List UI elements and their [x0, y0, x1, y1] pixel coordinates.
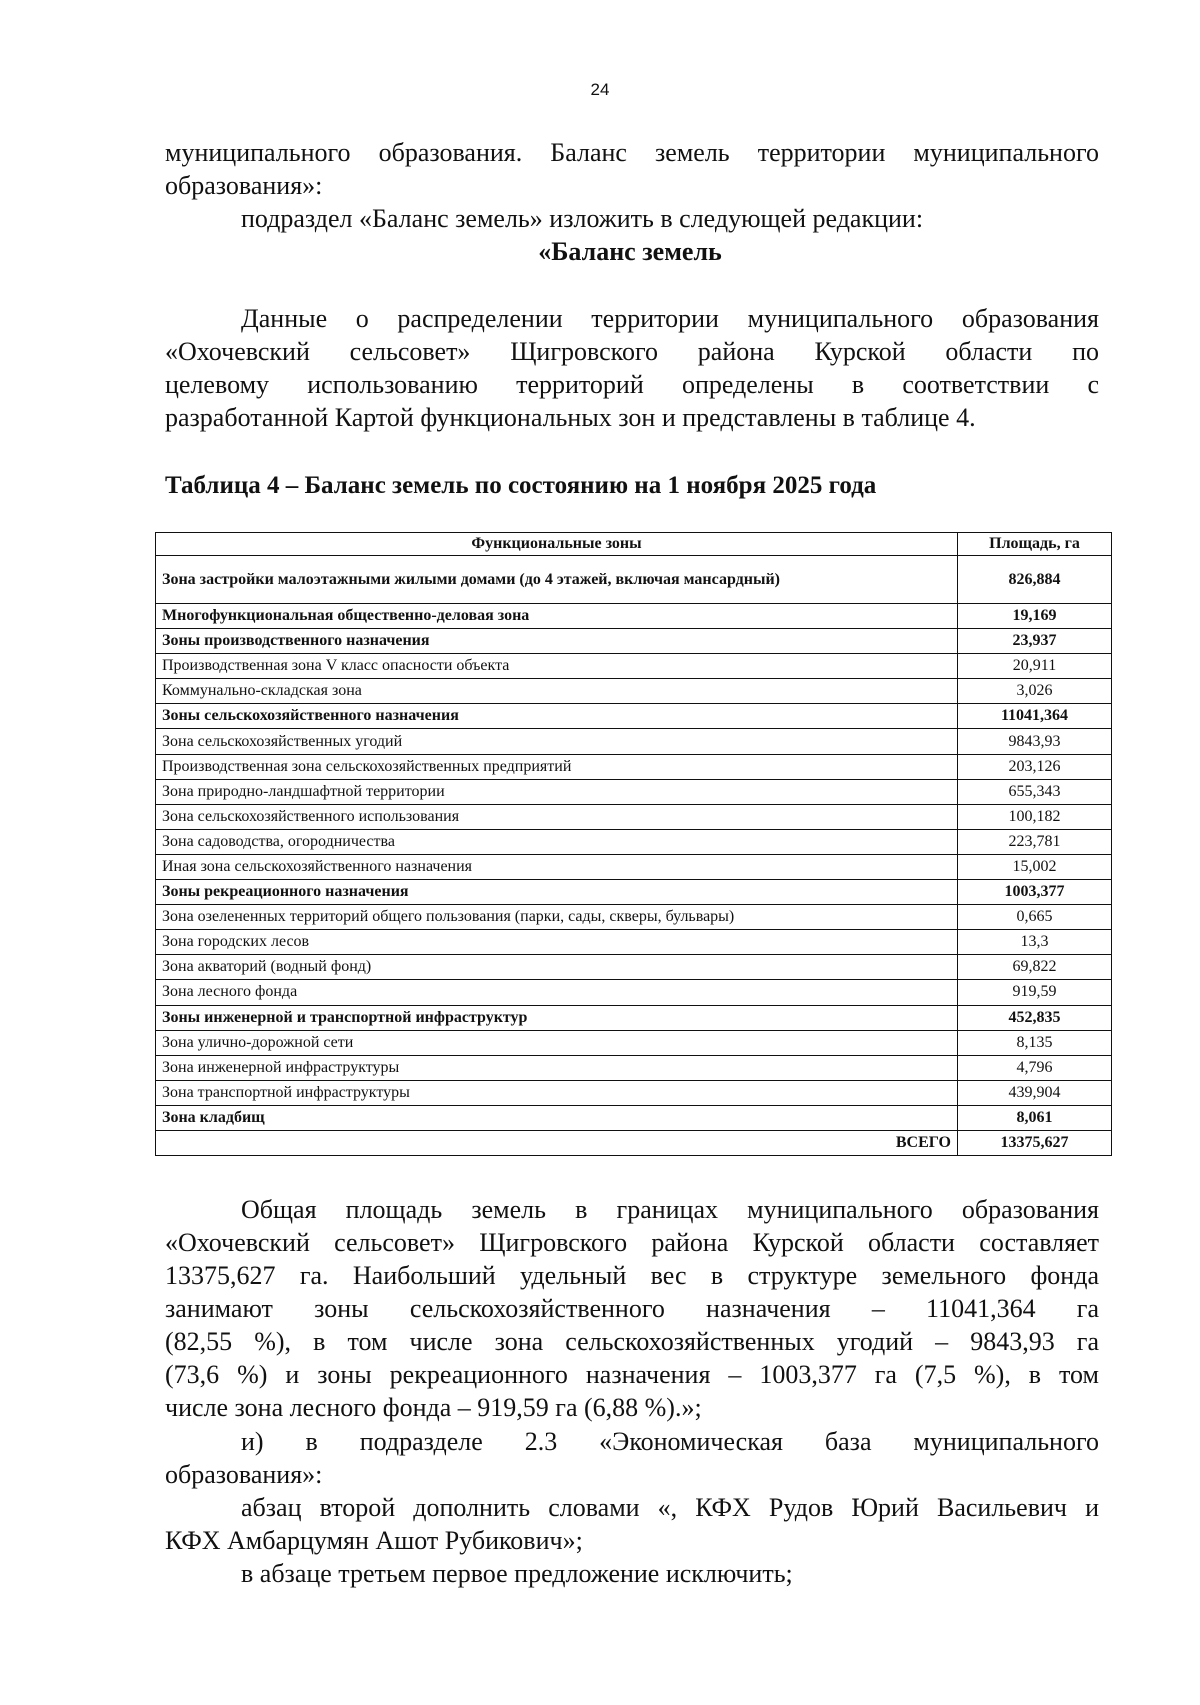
item-i-line-5: в абзаце третьем первое предложение исключить; — [241, 1559, 793, 1588]
description-line-2: «Охочевский сельсовет» Щигровского района Курской области по — [165, 337, 1099, 366]
table-row — [156, 779, 1112, 804]
intro-line-3: подраздел «Баланс земель» изложить в следующей редакции: — [241, 204, 924, 233]
zone-area: 0,665 — [958, 905, 1112, 930]
table-row — [156, 654, 1112, 679]
table-total-row — [156, 1130, 1112, 1155]
intro-line-2: образования»: — [165, 171, 323, 200]
table-row — [156, 1105, 1112, 1130]
zone-area: 919,59 — [958, 980, 1112, 1005]
zone-name: Производственная зона V класс опасности объекта — [156, 654, 958, 679]
table-row — [156, 1005, 1112, 1030]
land-balance-table — [155, 532, 1112, 1156]
zone-name: Зона кладбищ — [156, 1105, 958, 1130]
description-line-3: целевому использованию территорий определены в соответствии с — [165, 370, 1099, 399]
table-row — [156, 1080, 1112, 1105]
zone-name: Зона озелененных территорий общего пользования (парки, сады, скверы, бульвары) — [156, 905, 958, 930]
description-line-4: разработанной Картой функциональных зон и представлены в таблице 4. — [165, 403, 976, 432]
zone-name: Иная зона сельскохозяйственного назначения — [156, 854, 958, 879]
zone-area: 452,835 — [958, 1005, 1112, 1030]
item-i-line-3: абзац второй дополнить словами «, КФХ Рудов Юрий Васильевич и — [241, 1493, 1099, 1522]
summary-line-7: числе зона лесного фонда – 919,59 га (6,88 %).»; — [165, 1393, 702, 1422]
zone-area: 69,822 — [958, 955, 1112, 980]
zone-area: 8,061 — [958, 1105, 1112, 1130]
table-row — [156, 880, 1112, 905]
zone-area: 11041,364 — [958, 704, 1112, 729]
zone-name: Зоны сельскохозяйственного назначения — [156, 704, 958, 729]
table-row — [156, 980, 1112, 1005]
header-area: Площадь, га — [958, 533, 1112, 556]
zone-area: 13,3 — [958, 930, 1112, 955]
item-i-line-1: и) в подразделе 2.3 «Экономическая база муниципального — [241, 1427, 1099, 1456]
table-row — [156, 729, 1112, 754]
description-line-1: Данные о распределении территории муниципального образования — [241, 304, 1099, 333]
zone-area: 655,343 — [958, 779, 1112, 804]
zone-name: Зона улично-дорожной сети — [156, 1030, 958, 1055]
zone-area: 9843,93 — [958, 729, 1112, 754]
zone-name: Зона сельскохозяйственного использования — [156, 804, 958, 829]
zone-area: 100,182 — [958, 804, 1112, 829]
table-row — [156, 679, 1112, 704]
zone-name: Зона акваторий (водный фонд) — [156, 955, 958, 980]
table-row — [156, 754, 1112, 779]
item-i-line-2: образования»: — [165, 1460, 323, 1489]
table-caption: Таблица 4 – Баланс земель по состоянию на 1 ноября 2025 года — [165, 472, 877, 499]
total-label: ВСЕГО — [156, 1130, 958, 1155]
table-row — [156, 604, 1112, 629]
zone-name: Зона инженерной инфраструктуры — [156, 1055, 958, 1080]
summary-line-2: «Охочевский сельсовет» Щигровского района Курской области составляет — [165, 1228, 1099, 1257]
zone-name: Производственная зона сельскохозяйственных предприятий — [156, 754, 958, 779]
table-row — [156, 1055, 1112, 1080]
zone-name: Зона застройки малоэтажными жилыми домами (до 4 этажей, включая мансардный) — [156, 556, 958, 604]
zone-name: Многофункциональная общественно-деловая зона — [156, 604, 958, 629]
summary-line-4: занимают зоны сельскохозяйственного назначения – 11041,364 га — [165, 1294, 1099, 1323]
table-row — [156, 556, 1112, 604]
zone-name: Зона природно-ландшафтной территории — [156, 779, 958, 804]
table-row — [156, 804, 1112, 829]
table-header-row — [156, 533, 1112, 556]
zone-name: Зоны производственного назначения — [156, 629, 958, 654]
table-row — [156, 955, 1112, 980]
zone-area: 19,169 — [958, 604, 1112, 629]
zone-name: Зоны рекреационного назначения — [156, 880, 958, 905]
summary-line-5: (82,55 %), в том числе зона сельскохозяйственных угодий – 9843,93 га — [165, 1327, 1099, 1356]
zone-name: Зона городских лесов — [156, 930, 958, 955]
total-area: 13375,627 — [958, 1130, 1112, 1155]
zone-area: 826,884 — [958, 556, 1112, 604]
zone-area: 439,904 — [958, 1080, 1112, 1105]
zone-area: 3,026 — [958, 679, 1112, 704]
intro-line-1: муниципального образования. Баланс земель территории муниципального — [165, 138, 1099, 167]
zone-name: Зона лесного фонда — [156, 980, 958, 1005]
table-row — [156, 854, 1112, 879]
section-heading: «Баланс земель — [538, 237, 722, 266]
zone-area: 4,796 — [958, 1055, 1112, 1080]
table-row — [156, 905, 1112, 930]
table-row — [156, 704, 1112, 729]
zone-name: Зона садоводства, огородничества — [156, 829, 958, 854]
zone-area: 203,126 — [958, 754, 1112, 779]
item-i-line-4: КФХ Амбарцумян Ашот Рубикович»; — [165, 1526, 583, 1555]
zone-name: Коммунально-складская зона — [156, 679, 958, 704]
header-zones: Функциональные зоны — [156, 533, 958, 556]
zone-area: 1003,377 — [958, 880, 1112, 905]
table-row — [156, 829, 1112, 854]
summary-line-3: 13375,627 га. Наибольший удельный вес в структуре земельного фонда — [165, 1261, 1099, 1290]
table-row — [156, 629, 1112, 654]
summary-line-6: (73,6 %) и зоны рекреационного назначения – 1003,377 га (7,5 %), в том — [165, 1360, 1099, 1389]
zone-name: Зона транспортной инфраструктуры — [156, 1080, 958, 1105]
zone-area: 15,002 — [958, 854, 1112, 879]
table-row — [156, 930, 1112, 955]
zone-area: 20,911 — [958, 654, 1112, 679]
summary-line-1: Общая площадь земель в границах муниципального образования — [241, 1195, 1099, 1224]
page-number: 24 — [590, 80, 610, 99]
zone-area: 223,781 — [958, 829, 1112, 854]
table-row — [156, 1030, 1112, 1055]
zone-name: Зона сельскохозяйственных угодий — [156, 729, 958, 754]
zone-area: 23,937 — [958, 629, 1112, 654]
zone-name: Зоны инженерной и транспортной инфраструктур — [156, 1005, 958, 1030]
zone-area: 8,135 — [958, 1030, 1112, 1055]
